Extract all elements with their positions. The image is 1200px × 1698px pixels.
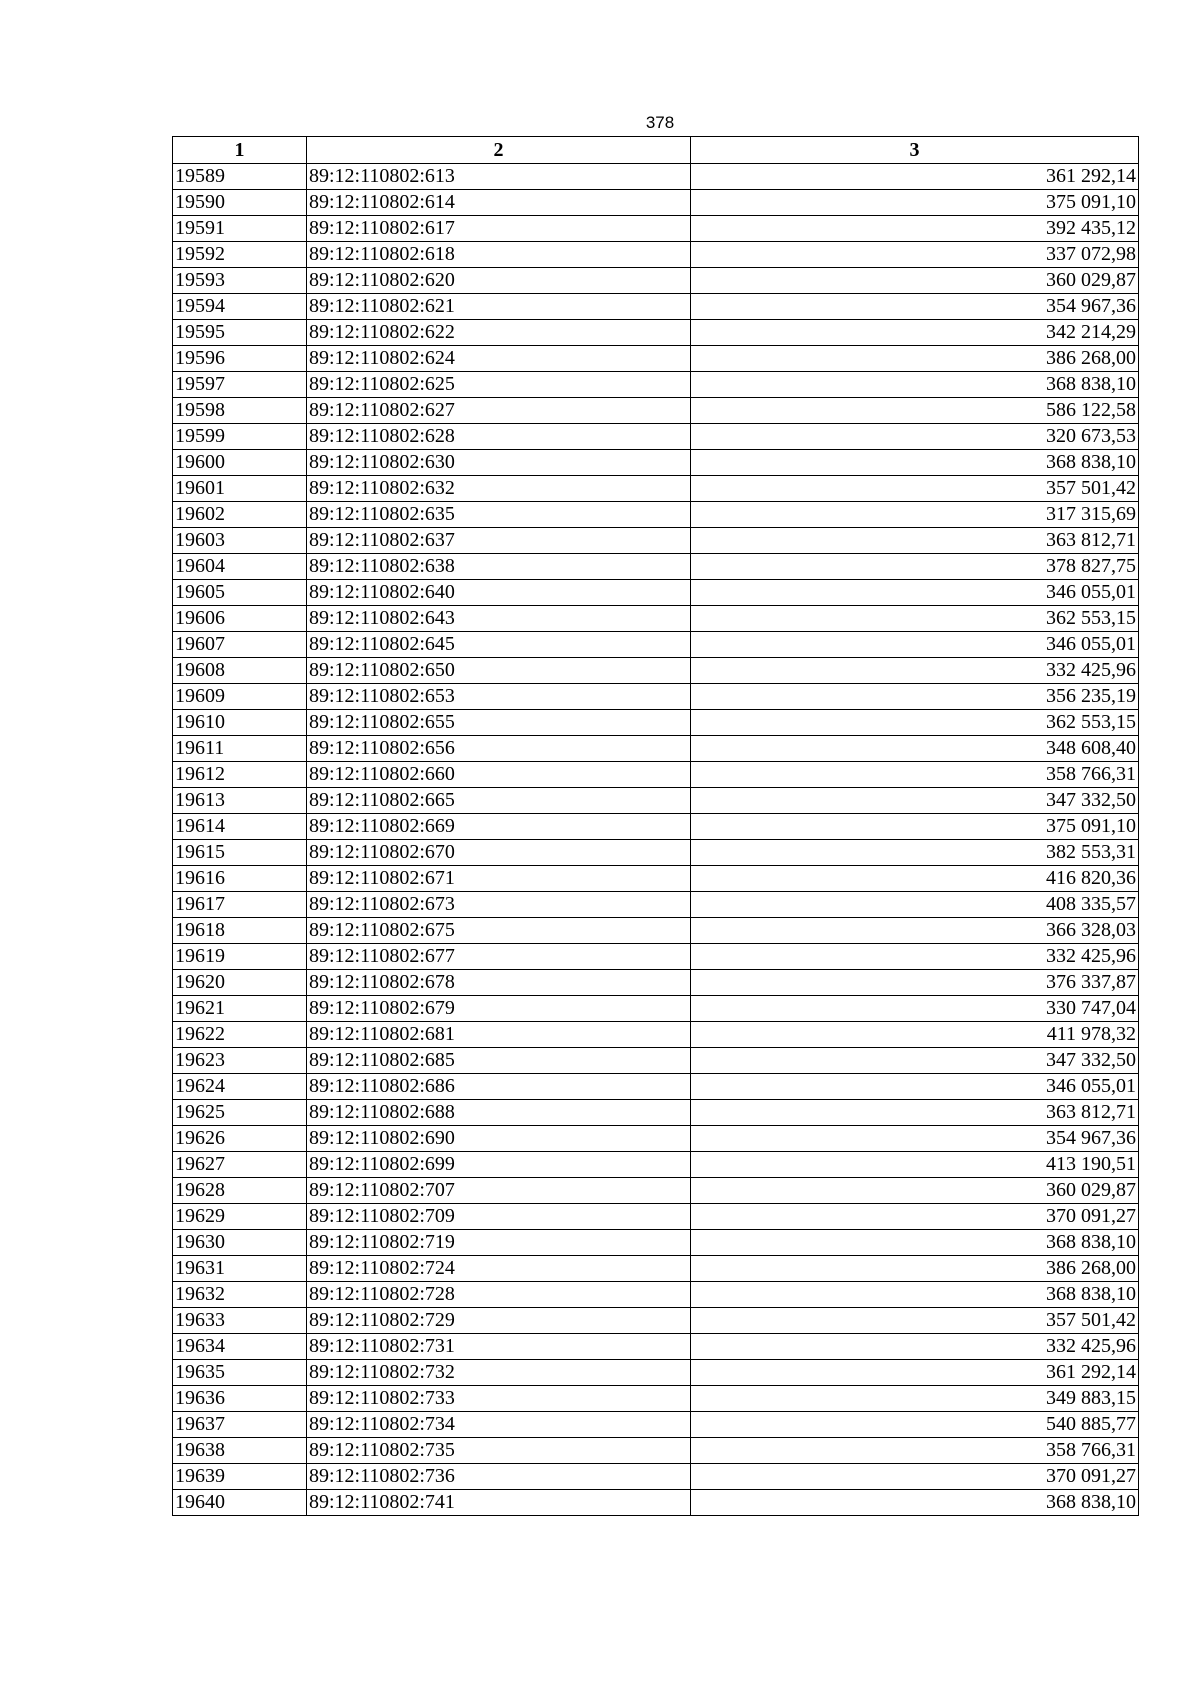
value-cell: 349 883,15 (691, 1386, 1139, 1412)
table-row (173, 1412, 1139, 1438)
value-cell: 330 747,04 (691, 996, 1139, 1022)
table-row (173, 996, 1139, 1022)
cadastral-number-cell: 89:12:110802:735 (307, 1438, 691, 1464)
table-row (173, 164, 1139, 190)
row-number-cell: 19632 (173, 1282, 307, 1308)
value-cell: 386 268,00 (691, 1256, 1139, 1282)
table-row (173, 294, 1139, 320)
cadastral-number-cell: 89:12:110802:618 (307, 242, 691, 268)
row-number-cell: 19615 (173, 840, 307, 866)
row-number-cell: 19595 (173, 320, 307, 346)
cadastral-number-cell: 89:12:110802:627 (307, 398, 691, 424)
cadastral-number-cell: 89:12:110802:690 (307, 1126, 691, 1152)
row-number-cell: 19601 (173, 476, 307, 502)
value-cell: 368 838,10 (691, 450, 1139, 476)
table-row (173, 1464, 1139, 1490)
value-cell: 357 501,42 (691, 476, 1139, 502)
value-cell: 346 055,01 (691, 632, 1139, 658)
cadastral-number-cell: 89:12:110802:686 (307, 1074, 691, 1100)
value-cell: 375 091,10 (691, 814, 1139, 840)
row-number-cell: 19634 (173, 1334, 307, 1360)
table-row (173, 1386, 1139, 1412)
table-row (173, 528, 1139, 554)
table-row (173, 190, 1139, 216)
row-number-cell: 19603 (173, 528, 307, 554)
cadastral-number-cell: 89:12:110802:724 (307, 1256, 691, 1282)
cadastral-number-cell: 89:12:110802:709 (307, 1204, 691, 1230)
table-row (173, 1334, 1139, 1360)
value-cell: 376 337,87 (691, 970, 1139, 996)
row-number-cell: 19593 (173, 268, 307, 294)
row-number-cell: 19599 (173, 424, 307, 450)
cadastral-number-cell: 89:12:110802:617 (307, 216, 691, 242)
cadastral-number-cell: 89:12:110802:656 (307, 736, 691, 762)
value-cell: 368 838,10 (691, 372, 1139, 398)
row-number-cell: 19637 (173, 1412, 307, 1438)
value-cell: 332 425,96 (691, 1334, 1139, 1360)
table-row (173, 1178, 1139, 1204)
table-row (173, 320, 1139, 346)
value-cell: 375 091,10 (691, 190, 1139, 216)
row-number-cell: 19598 (173, 398, 307, 424)
row-number-cell: 19610 (173, 710, 307, 736)
cadastral-number-cell: 89:12:110802:660 (307, 762, 691, 788)
row-number-cell: 19618 (173, 918, 307, 944)
value-cell: 370 091,27 (691, 1464, 1139, 1490)
value-cell: 320 673,53 (691, 424, 1139, 450)
table-row (173, 736, 1139, 762)
row-number-cell: 19591 (173, 216, 307, 242)
value-cell: 586 122,58 (691, 398, 1139, 424)
value-cell: 332 425,96 (691, 944, 1139, 970)
table-row (173, 1230, 1139, 1256)
value-cell: 362 553,15 (691, 710, 1139, 736)
value-cell: 361 292,14 (691, 1360, 1139, 1386)
cadastral-number-cell: 89:12:110802:620 (307, 268, 691, 294)
cadastral-number-cell: 89:12:110802:645 (307, 632, 691, 658)
table-row (173, 944, 1139, 970)
cadastral-number-cell: 89:12:110802:637 (307, 528, 691, 554)
row-number-cell: 19609 (173, 684, 307, 710)
cadastral-number-cell: 89:12:110802:632 (307, 476, 691, 502)
value-cell: 368 838,10 (691, 1230, 1139, 1256)
cadastral-number-cell: 89:12:110802:614 (307, 190, 691, 216)
table-row (173, 710, 1139, 736)
cadastral-number-cell: 89:12:110802:670 (307, 840, 691, 866)
value-cell: 347 332,50 (691, 788, 1139, 814)
value-cell: 416 820,36 (691, 866, 1139, 892)
cadastral-number-cell: 89:12:110802:625 (307, 372, 691, 398)
value-cell: 386 268,00 (691, 346, 1139, 372)
table-row (173, 1282, 1139, 1308)
table-row (173, 424, 1139, 450)
cadastral-number-cell: 89:12:110802:678 (307, 970, 691, 996)
cadastral-number-cell: 89:12:110802:671 (307, 866, 691, 892)
table-body (173, 164, 1139, 1516)
value-cell: 368 838,10 (691, 1282, 1139, 1308)
cadastral-number-cell: 89:12:110802:640 (307, 580, 691, 606)
cadastral-number-cell: 89:12:110802:621 (307, 294, 691, 320)
table-row (173, 1048, 1139, 1074)
cadastral-number-cell: 89:12:110802:681 (307, 1022, 691, 1048)
cadastral-number-cell: 89:12:110802:688 (307, 1100, 691, 1126)
cadastral-number-cell: 89:12:110802:613 (307, 164, 691, 190)
cadastral-number-cell: 89:12:110802:675 (307, 918, 691, 944)
row-number-cell: 19600 (173, 450, 307, 476)
table-row (173, 1074, 1139, 1100)
cadastral-number-cell: 89:12:110802:733 (307, 1386, 691, 1412)
row-number-cell: 19638 (173, 1438, 307, 1464)
cadastral-number-cell: 89:12:110802:719 (307, 1230, 691, 1256)
table-row (173, 970, 1139, 996)
row-number-cell: 19596 (173, 346, 307, 372)
table-row (173, 1022, 1139, 1048)
table-row (173, 788, 1139, 814)
table-row (173, 1126, 1139, 1152)
value-cell: 360 029,87 (691, 1178, 1139, 1204)
column-header-2: 2 (307, 137, 691, 164)
value-cell: 360 029,87 (691, 268, 1139, 294)
page-number: 378 (645, 113, 675, 132)
row-number-cell: 19627 (173, 1152, 307, 1178)
table-row (173, 554, 1139, 580)
cadastral-number-cell: 89:12:110802:635 (307, 502, 691, 528)
row-number-cell: 19624 (173, 1074, 307, 1100)
cadastral-number-cell: 89:12:110802:673 (307, 892, 691, 918)
table-row (173, 580, 1139, 606)
cadastral-number-cell: 89:12:110802:732 (307, 1360, 691, 1386)
cadastral-number-cell: 89:12:110802:665 (307, 788, 691, 814)
value-cell: 540 885,77 (691, 1412, 1139, 1438)
table-row (173, 892, 1139, 918)
cadastral-number-cell: 89:12:110802:685 (307, 1048, 691, 1074)
table-row (173, 450, 1139, 476)
value-cell: 382 553,31 (691, 840, 1139, 866)
table-row (173, 762, 1139, 788)
data-table (172, 136, 1139, 1516)
table-row (173, 1204, 1139, 1230)
table-row (173, 268, 1139, 294)
table-row (173, 840, 1139, 866)
value-cell: 332 425,96 (691, 658, 1139, 684)
value-cell: 358 766,31 (691, 762, 1139, 788)
row-number-cell: 19611 (173, 736, 307, 762)
row-number-cell: 19597 (173, 372, 307, 398)
row-number-cell: 19613 (173, 788, 307, 814)
row-number-cell: 19619 (173, 944, 307, 970)
table-row (173, 684, 1139, 710)
row-number-cell: 19631 (173, 1256, 307, 1282)
cadastral-number-cell: 89:12:110802:741 (307, 1490, 691, 1516)
value-cell: 392 435,12 (691, 216, 1139, 242)
value-cell: 348 608,40 (691, 736, 1139, 762)
row-number-cell: 19607 (173, 632, 307, 658)
value-cell: 411 978,32 (691, 1022, 1139, 1048)
row-number-cell: 19629 (173, 1204, 307, 1230)
row-number-cell: 19617 (173, 892, 307, 918)
cadastral-number-cell: 89:12:110802:699 (307, 1152, 691, 1178)
row-number-cell: 19625 (173, 1100, 307, 1126)
row-number-cell: 19621 (173, 996, 307, 1022)
cadastral-number-cell: 89:12:110802:731 (307, 1334, 691, 1360)
cadastral-number-cell: 89:12:110802:728 (307, 1282, 691, 1308)
value-cell: 361 292,14 (691, 164, 1139, 190)
row-number-cell: 19635 (173, 1360, 307, 1386)
value-cell: 358 766,31 (691, 1438, 1139, 1464)
cadastral-number-cell: 89:12:110802:669 (307, 814, 691, 840)
table-row (173, 918, 1139, 944)
table-row (173, 242, 1139, 268)
row-number-cell: 19623 (173, 1048, 307, 1074)
cadastral-number-cell: 89:12:110802:643 (307, 606, 691, 632)
table-row (173, 1490, 1139, 1516)
cadastral-number-cell: 89:12:110802:679 (307, 996, 691, 1022)
table-row (173, 606, 1139, 632)
table-row (173, 1256, 1139, 1282)
row-number-cell: 19626 (173, 1126, 307, 1152)
value-cell: 363 812,71 (691, 1100, 1139, 1126)
row-number-cell: 19622 (173, 1022, 307, 1048)
value-cell: 362 553,15 (691, 606, 1139, 632)
table-row (173, 658, 1139, 684)
value-cell: 368 838,10 (691, 1490, 1139, 1516)
row-number-cell: 19612 (173, 762, 307, 788)
cadastral-number-cell: 89:12:110802:655 (307, 710, 691, 736)
table-row (173, 216, 1139, 242)
value-cell: 317 315,69 (691, 502, 1139, 528)
value-cell: 342 214,29 (691, 320, 1139, 346)
row-number-cell: 19590 (173, 190, 307, 216)
table-row (173, 1360, 1139, 1386)
cadastral-number-cell: 89:12:110802:736 (307, 1464, 691, 1490)
row-number-cell: 19605 (173, 580, 307, 606)
cadastral-number-cell: 89:12:110802:734 (307, 1412, 691, 1438)
value-cell: 354 967,36 (691, 1126, 1139, 1152)
row-number-cell: 19628 (173, 1178, 307, 1204)
cadastral-number-cell: 89:12:110802:707 (307, 1178, 691, 1204)
value-cell: 363 812,71 (691, 528, 1139, 554)
table-row (173, 1152, 1139, 1178)
table-row (173, 814, 1139, 840)
row-number-cell: 19608 (173, 658, 307, 684)
row-number-cell: 19620 (173, 970, 307, 996)
row-number-cell: 19606 (173, 606, 307, 632)
cadastral-number-cell: 89:12:110802:729 (307, 1308, 691, 1334)
value-cell: 370 091,27 (691, 1204, 1139, 1230)
row-number-cell: 19616 (173, 866, 307, 892)
row-number-cell: 19594 (173, 294, 307, 320)
row-number-cell: 19633 (173, 1308, 307, 1334)
cadastral-number-cell: 89:12:110802:638 (307, 554, 691, 580)
value-cell: 378 827,75 (691, 554, 1139, 580)
row-number-cell: 19640 (173, 1490, 307, 1516)
cadastral-number-cell: 89:12:110802:653 (307, 684, 691, 710)
table-row (173, 1308, 1139, 1334)
value-cell: 408 335,57 (691, 892, 1139, 918)
value-cell: 354 967,36 (691, 294, 1139, 320)
row-number-cell: 19602 (173, 502, 307, 528)
row-number-cell: 19614 (173, 814, 307, 840)
value-cell: 356 235,19 (691, 684, 1139, 710)
value-cell: 347 332,50 (691, 1048, 1139, 1074)
table-row (173, 476, 1139, 502)
value-cell: 337 072,98 (691, 242, 1139, 268)
row-number-cell: 19589 (173, 164, 307, 190)
table-row (173, 632, 1139, 658)
cadastral-number-cell: 89:12:110802:624 (307, 346, 691, 372)
row-number-cell: 19630 (173, 1230, 307, 1256)
row-number-cell: 19592 (173, 242, 307, 268)
value-cell: 366 328,03 (691, 918, 1139, 944)
value-cell: 357 501,42 (691, 1308, 1139, 1334)
table-row (173, 398, 1139, 424)
table-row (173, 346, 1139, 372)
cadastral-number-cell: 89:12:110802:630 (307, 450, 691, 476)
cadastral-number-cell: 89:12:110802:677 (307, 944, 691, 970)
row-number-cell: 19639 (173, 1464, 307, 1490)
value-cell: 346 055,01 (691, 580, 1139, 606)
cadastral-number-cell: 89:12:110802:622 (307, 320, 691, 346)
table-row (173, 1100, 1139, 1126)
column-header-1: 1 (173, 137, 307, 164)
row-number-cell: 19636 (173, 1386, 307, 1412)
value-cell: 413 190,51 (691, 1152, 1139, 1178)
cadastral-number-cell: 89:12:110802:628 (307, 424, 691, 450)
table-row (173, 372, 1139, 398)
table-row (173, 1438, 1139, 1464)
row-number-cell: 19604 (173, 554, 307, 580)
column-header-3: 3 (691, 137, 1139, 164)
cadastral-number-cell: 89:12:110802:650 (307, 658, 691, 684)
table-row (173, 502, 1139, 528)
table-row (173, 866, 1139, 892)
table-header-row (173, 137, 1139, 164)
value-cell: 346 055,01 (691, 1074, 1139, 1100)
